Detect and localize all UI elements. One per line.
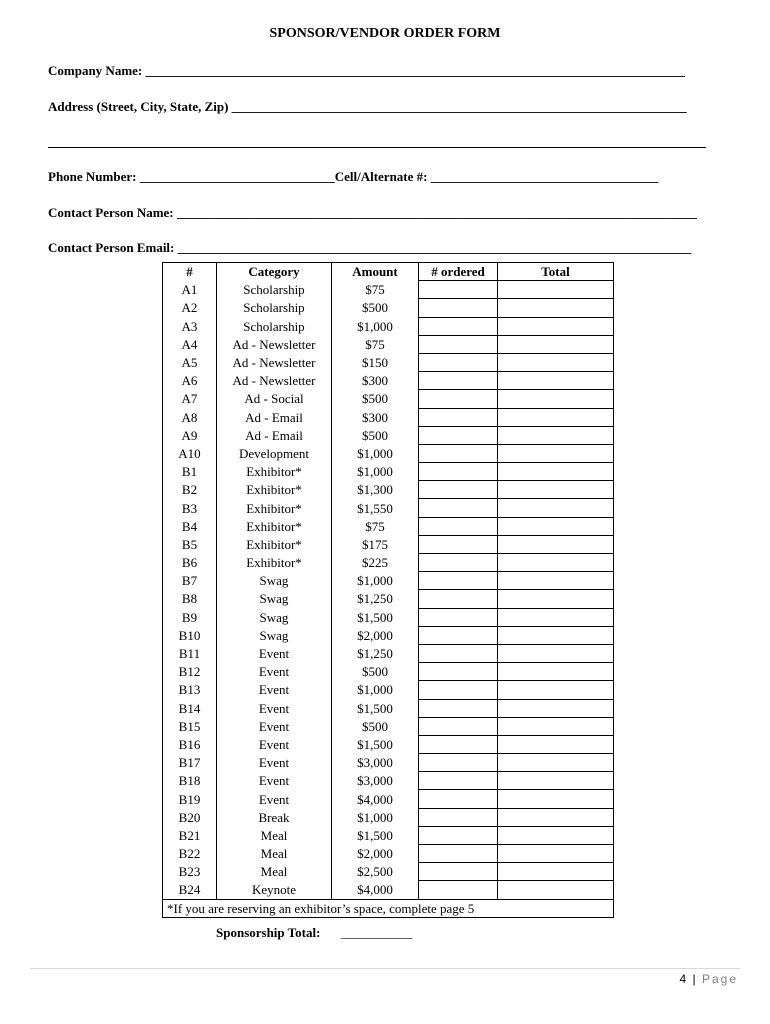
row-category: Ad - Email bbox=[217, 408, 332, 426]
row-total-input[interactable] bbox=[498, 845, 614, 863]
sponsorship-total bbox=[216, 925, 412, 941]
table-row bbox=[163, 535, 614, 553]
phone-field[interactable]: Phone Number: ______________________________Cell/Alternate #: ___________________________________ bbox=[48, 169, 659, 184]
row-total-input[interactable] bbox=[498, 317, 614, 335]
table-row bbox=[163, 281, 614, 299]
row-ordered-input[interactable] bbox=[419, 481, 498, 499]
row-category: Scholarship bbox=[217, 317, 332, 335]
row-ordered-input[interactable] bbox=[419, 681, 498, 699]
row-code: B17 bbox=[163, 754, 217, 772]
table-row bbox=[163, 881, 614, 899]
header-amount: Amount bbox=[332, 263, 419, 281]
row-ordered-input[interactable] bbox=[419, 626, 498, 644]
table-row bbox=[163, 444, 614, 462]
footnote-row bbox=[163, 899, 614, 917]
row-total-input[interactable] bbox=[498, 663, 614, 681]
row-total-input[interactable] bbox=[498, 444, 614, 462]
table-row bbox=[163, 481, 614, 499]
row-code: A10 bbox=[163, 444, 217, 462]
row-total-input[interactable] bbox=[498, 644, 614, 662]
row-amount: $75 bbox=[332, 517, 419, 535]
header-ordered: # ordered bbox=[419, 263, 498, 281]
row-ordered-input[interactable] bbox=[419, 390, 498, 408]
row-code: B19 bbox=[163, 790, 217, 808]
row-ordered-input[interactable] bbox=[419, 499, 498, 517]
row-category: Keynote bbox=[217, 881, 332, 899]
row-amount: $2,000 bbox=[332, 626, 419, 644]
footer-separator: | bbox=[692, 972, 696, 986]
row-total-input[interactable] bbox=[498, 517, 614, 535]
row-amount: $1,000 bbox=[332, 444, 419, 462]
row-ordered-input[interactable] bbox=[419, 372, 498, 390]
row-total-input[interactable] bbox=[498, 754, 614, 772]
sponsorship-total-blank[interactable]: ___________ bbox=[340, 925, 413, 940]
row-code: B10 bbox=[163, 626, 217, 644]
contact-email-field[interactable]: Contact Person Email: _______________________________________________________________________________ bbox=[48, 240, 692, 255]
row-category: Scholarship bbox=[217, 299, 332, 317]
row-total-input[interactable] bbox=[498, 826, 614, 844]
table-row bbox=[163, 299, 614, 317]
row-amount: $500 bbox=[332, 426, 419, 444]
row-amount: $1,500 bbox=[332, 608, 419, 626]
row-total-input[interactable] bbox=[498, 572, 614, 590]
row-category: Ad - Email bbox=[217, 426, 332, 444]
table-row bbox=[163, 317, 614, 335]
page-word: Page bbox=[701, 972, 738, 986]
row-category: Event bbox=[217, 644, 332, 662]
row-ordered-input[interactable] bbox=[419, 826, 498, 844]
row-total-input[interactable] bbox=[498, 481, 614, 499]
row-code: A6 bbox=[163, 372, 217, 390]
row-ordered-input[interactable] bbox=[419, 299, 498, 317]
row-code: A4 bbox=[163, 335, 217, 353]
row-category: Swag bbox=[217, 572, 332, 590]
table-row bbox=[163, 572, 614, 590]
row-code: A7 bbox=[163, 390, 217, 408]
row-total-input[interactable] bbox=[498, 790, 614, 808]
row-total-input[interactable] bbox=[498, 681, 614, 699]
row-amount: $1,000 bbox=[332, 808, 419, 826]
row-code: B1 bbox=[163, 463, 217, 481]
row-code: B15 bbox=[163, 717, 217, 735]
row-amount: $500 bbox=[332, 663, 419, 681]
row-total-input[interactable] bbox=[498, 717, 614, 735]
table-row bbox=[163, 390, 614, 408]
row-code: B3 bbox=[163, 499, 217, 517]
row-code: B2 bbox=[163, 481, 217, 499]
form-title: SPONSOR/VENDOR ORDER FORM bbox=[269, 26, 501, 41]
row-ordered-input[interactable] bbox=[419, 644, 498, 662]
row-amount: $1,250 bbox=[332, 644, 419, 662]
table-row bbox=[163, 772, 614, 790]
row-category: Ad - Newsletter bbox=[217, 353, 332, 371]
page-number: 4 bbox=[679, 972, 687, 986]
address-field[interactable]: Address (Street, City, State, Zip) ______________________________________________________________________ bbox=[48, 99, 687, 114]
sponsorship-total-label: Sponsorship Total: bbox=[216, 925, 321, 940]
row-category: Exhibitor* bbox=[217, 499, 332, 517]
row-amount: $1,500 bbox=[332, 735, 419, 753]
row-amount: $150 bbox=[332, 353, 419, 371]
row-amount: $1,000 bbox=[332, 317, 419, 335]
row-total-input[interactable] bbox=[498, 881, 614, 899]
row-ordered-input[interactable] bbox=[419, 608, 498, 626]
row-total-input[interactable] bbox=[498, 335, 614, 353]
row-amount: $175 bbox=[332, 535, 419, 553]
footer-divider bbox=[30, 968, 740, 969]
row-total-input[interactable] bbox=[498, 808, 614, 826]
table-row bbox=[163, 335, 614, 353]
table-row bbox=[163, 426, 614, 444]
table-row bbox=[163, 554, 614, 572]
row-ordered-input[interactable] bbox=[419, 554, 498, 572]
table-body bbox=[163, 281, 614, 899]
table-row bbox=[163, 517, 614, 535]
row-ordered-input[interactable] bbox=[419, 590, 498, 608]
table-row bbox=[163, 663, 614, 681]
row-ordered-input[interactable] bbox=[419, 735, 498, 753]
row-code: A2 bbox=[163, 299, 217, 317]
row-amount: $500 bbox=[332, 299, 419, 317]
row-total-input[interactable] bbox=[498, 499, 614, 517]
row-total-input[interactable] bbox=[498, 463, 614, 481]
table-row bbox=[163, 681, 614, 699]
row-category: Ad - Social bbox=[217, 390, 332, 408]
row-total-input[interactable] bbox=[498, 626, 614, 644]
row-category: Swag bbox=[217, 626, 332, 644]
row-code: B5 bbox=[163, 535, 217, 553]
table-row bbox=[163, 408, 614, 426]
row-ordered-input[interactable] bbox=[419, 699, 498, 717]
row-category: Exhibitor* bbox=[217, 481, 332, 499]
row-ordered-input[interactable] bbox=[419, 335, 498, 353]
row-ordered-input[interactable] bbox=[419, 281, 498, 299]
table-row bbox=[163, 626, 614, 644]
row-ordered-input[interactable] bbox=[419, 353, 498, 371]
row-category: Event bbox=[217, 735, 332, 753]
row-total-input[interactable] bbox=[498, 372, 614, 390]
row-category: Ad - Newsletter bbox=[217, 372, 332, 390]
table-row bbox=[163, 608, 614, 626]
row-code: B22 bbox=[163, 845, 217, 863]
table-row bbox=[163, 463, 614, 481]
row-code: B16 bbox=[163, 735, 217, 753]
table-row bbox=[163, 717, 614, 735]
row-ordered-input[interactable] bbox=[419, 426, 498, 444]
row-category: Meal bbox=[217, 863, 332, 881]
exhibitor-footnote: *If you are reserving an exhibitor’s space, complete page 5 bbox=[163, 899, 614, 917]
row-amount: $2,000 bbox=[332, 845, 419, 863]
row-total-input[interactable] bbox=[498, 299, 614, 317]
row-ordered-input[interactable] bbox=[419, 408, 498, 426]
row-code: B7 bbox=[163, 572, 217, 590]
row-ordered-input[interactable] bbox=[419, 317, 498, 335]
row-code: A1 bbox=[163, 281, 217, 299]
row-amount: $1,250 bbox=[332, 590, 419, 608]
row-category: Exhibitor* bbox=[217, 535, 332, 553]
table-row bbox=[163, 353, 614, 371]
table-row bbox=[163, 826, 614, 844]
row-code: B21 bbox=[163, 826, 217, 844]
row-category: Event bbox=[217, 663, 332, 681]
row-total-input[interactable] bbox=[498, 353, 614, 371]
row-ordered-input[interactable] bbox=[419, 444, 498, 462]
row-code: B8 bbox=[163, 590, 217, 608]
row-amount: $500 bbox=[332, 390, 419, 408]
contact-name-field[interactable]: Contact Person Name: ________________________________________________________________________________ bbox=[48, 205, 697, 220]
row-ordered-input[interactable] bbox=[419, 535, 498, 553]
row-category: Swag bbox=[217, 590, 332, 608]
order-table bbox=[162, 262, 614, 918]
row-amount: $300 bbox=[332, 372, 419, 390]
row-ordered-input[interactable] bbox=[419, 517, 498, 535]
row-amount: $75 bbox=[332, 281, 419, 299]
row-code: B14 bbox=[163, 699, 217, 717]
row-total-input[interactable] bbox=[498, 590, 614, 608]
row-code: B13 bbox=[163, 681, 217, 699]
row-ordered-input[interactable] bbox=[419, 717, 498, 735]
row-category: Exhibitor* bbox=[217, 517, 332, 535]
row-code: B23 bbox=[163, 863, 217, 881]
row-category: Swag bbox=[217, 608, 332, 626]
row-amount: $2,500 bbox=[332, 863, 419, 881]
row-amount: $1,000 bbox=[332, 681, 419, 699]
row-code: A9 bbox=[163, 426, 217, 444]
row-amount: $1,500 bbox=[332, 826, 419, 844]
row-category: Event bbox=[217, 790, 332, 808]
row-code: B9 bbox=[163, 608, 217, 626]
row-amount: $4,000 bbox=[332, 881, 419, 899]
address-line-2[interactable] bbox=[48, 147, 706, 148]
row-category: Break bbox=[217, 808, 332, 826]
row-code: B18 bbox=[163, 772, 217, 790]
table-row bbox=[163, 590, 614, 608]
row-amount: $1,000 bbox=[332, 463, 419, 481]
table-header-row bbox=[163, 263, 614, 281]
row-code: A5 bbox=[163, 353, 217, 371]
company-name-field[interactable]: Company Name: ___________________________________________________________________________________ bbox=[48, 63, 685, 78]
table-row bbox=[163, 808, 614, 826]
row-total-input[interactable] bbox=[498, 772, 614, 790]
row-ordered-input[interactable] bbox=[419, 863, 498, 881]
row-code: A8 bbox=[163, 408, 217, 426]
row-ordered-input[interactable] bbox=[419, 463, 498, 481]
row-amount: $3,000 bbox=[332, 754, 419, 772]
table-row bbox=[163, 790, 614, 808]
table-row bbox=[163, 845, 614, 863]
row-total-input[interactable] bbox=[498, 863, 614, 881]
row-ordered-input[interactable] bbox=[419, 572, 498, 590]
table-row bbox=[163, 699, 614, 717]
row-category: Event bbox=[217, 754, 332, 772]
row-amount: $75 bbox=[332, 335, 419, 353]
row-category: Event bbox=[217, 699, 332, 717]
header-total: Total bbox=[498, 263, 614, 281]
row-code: B20 bbox=[163, 808, 217, 826]
row-code: B6 bbox=[163, 554, 217, 572]
row-code: B12 bbox=[163, 663, 217, 681]
table-row bbox=[163, 644, 614, 662]
row-category: Scholarship bbox=[217, 281, 332, 299]
row-total-input[interactable] bbox=[498, 426, 614, 444]
row-category: Event bbox=[217, 681, 332, 699]
page-footer bbox=[679, 972, 738, 986]
row-amount: $4,000 bbox=[332, 790, 419, 808]
row-code: A3 bbox=[163, 317, 217, 335]
row-code: B4 bbox=[163, 517, 217, 535]
row-amount: $1,500 bbox=[332, 699, 419, 717]
header-code: # bbox=[163, 263, 217, 281]
table-row bbox=[163, 499, 614, 517]
table-row bbox=[163, 754, 614, 772]
row-category: Exhibitor* bbox=[217, 554, 332, 572]
table-row bbox=[163, 735, 614, 753]
row-total-input[interactable] bbox=[498, 608, 614, 626]
row-total-input[interactable] bbox=[498, 554, 614, 572]
row-ordered-input[interactable] bbox=[419, 808, 498, 826]
row-amount: $500 bbox=[332, 717, 419, 735]
row-total-input[interactable] bbox=[498, 281, 614, 299]
row-ordered-input[interactable] bbox=[419, 754, 498, 772]
row-total-input[interactable] bbox=[498, 390, 614, 408]
row-category: Meal bbox=[217, 826, 332, 844]
row-amount: $225 bbox=[332, 554, 419, 572]
header-category: Category bbox=[217, 263, 332, 281]
row-ordered-input[interactable] bbox=[419, 790, 498, 808]
row-category: Development bbox=[217, 444, 332, 462]
row-total-input[interactable] bbox=[498, 535, 614, 553]
row-code: B11 bbox=[163, 644, 217, 662]
row-ordered-input[interactable] bbox=[419, 663, 498, 681]
row-amount: $1,550 bbox=[332, 499, 419, 517]
row-category: Meal bbox=[217, 845, 332, 863]
row-amount: $3,000 bbox=[332, 772, 419, 790]
table-row bbox=[163, 372, 614, 390]
row-total-input[interactable] bbox=[498, 735, 614, 753]
row-code: B24 bbox=[163, 881, 217, 899]
row-ordered-input[interactable] bbox=[419, 845, 498, 863]
row-total-input[interactable] bbox=[498, 408, 614, 426]
row-amount: $1,000 bbox=[332, 572, 419, 590]
row-ordered-input[interactable] bbox=[419, 881, 498, 899]
row-category: Exhibitor* bbox=[217, 463, 332, 481]
row-amount: $1,300 bbox=[332, 481, 419, 499]
table-row bbox=[163, 863, 614, 881]
row-total-input[interactable] bbox=[498, 699, 614, 717]
row-amount: $300 bbox=[332, 408, 419, 426]
row-ordered-input[interactable] bbox=[419, 772, 498, 790]
row-category: Ad - Newsletter bbox=[217, 335, 332, 353]
row-category: Event bbox=[217, 717, 332, 735]
row-category: Event bbox=[217, 772, 332, 790]
